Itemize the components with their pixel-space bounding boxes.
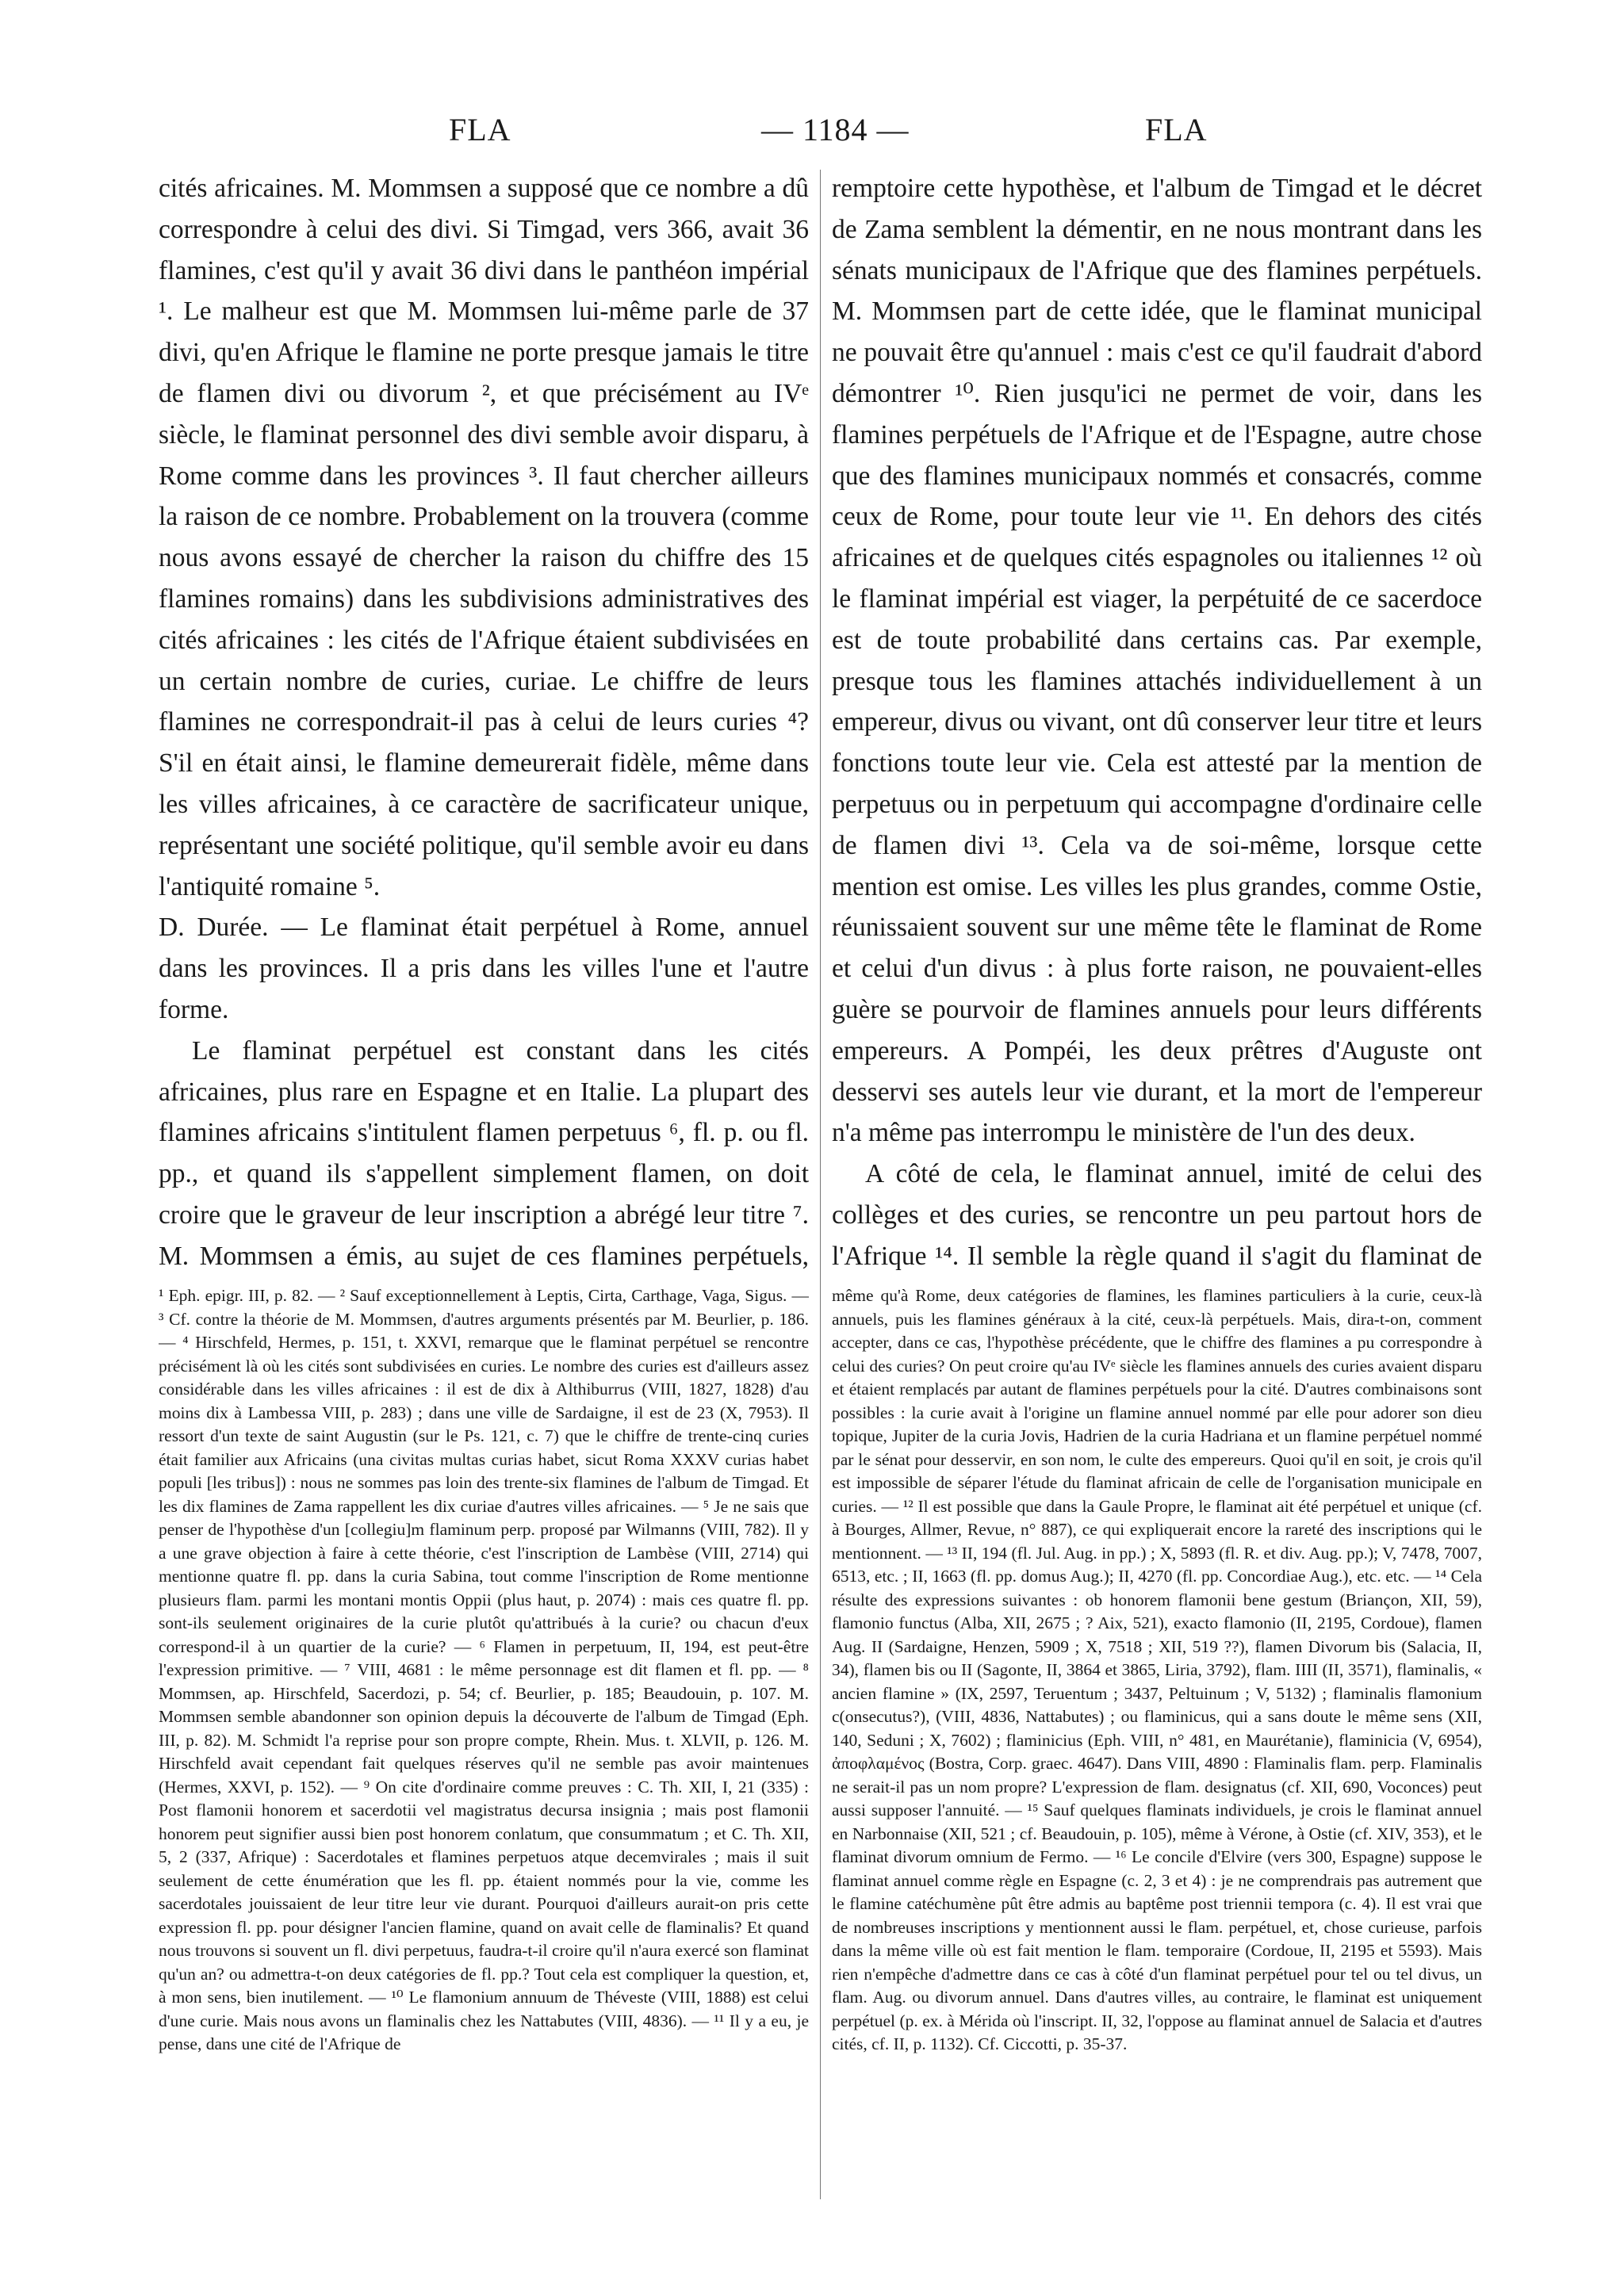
right-paragraph-2: A côté de cela, le flaminat annuel, imité de celui des collèges et des curies, se rencontre un peu partout hors de l'Afrique ¹⁴. Il semble la règle quand il s'agit du flaminat de	[832, 1159, 1482, 1270]
left-paragraph-duree: D. Durée. — Le flaminat était perpétuel à Rome, annuel dans les provinces. Il a pris dans les villes l'une et l'autre forme.	[159, 913, 809, 1024]
right-footnotes	[832, 1284, 1482, 2204]
page-header	[0, 111, 1624, 159]
left-footnotes	[159, 1284, 809, 2204]
header-right-title: FLA	[1145, 112, 1208, 147]
left-paragraph-3: Le flaminat perpétuel est constant dans les cités africaines, plus rare en Espagne et en Italie. La plupart des flamines africains s'intitulent flamen perpetuus ⁶, fl. p. ou fl. pp., et quand ils s'appellent simplement flamen, on doit croire que le graveur de leur inscription a abrégé leur titre ⁷. M. Mommsen a émis, au sujet de ces flamines perpétuels,	[159, 1035, 809, 1270]
footnotes-left-text: ¹ Eph. epigr. III, p. 82. — ² Sauf exceptionnellement à Leptis, Cirta, Carthage, Vaga, Sigus. — ³ Cf. contre la théorie de M. Mommsen, d'autres arguments présentés par M. Beurlier, p. 186. — ⁴ Hirschfeld, Hermes, p. 151, t. XXVI, remarque que le flaminat perpétuel se rencontre précisément là où les cités sont subdivisées en curies. Le nombre des curies est d'ailleurs assez considérable dans les villes africaines : il est de dix à Althiburrus (VIII, 1827, 1828) d'au moins dix à Lambessa VIII, p. 283) ; dans une ville de Sardaigne, il est de 23 (X, 7953). Il ressort d'un texte de saint Augustin (sur le Ps. 121, c. 7) que le chiffre de trente-cinq curies était familier aux Africains (una civitas multas curias habet, sicut Roma XXXV curias habet populi [les tribus]) : nous ne sommes pas loin des trente-six flamines de l'album de Timgad. Et les dix flamines de Zama rappellent les dix curiae d'autres villes africaines. — ⁵ Je ne sais que penser de l'hypothèse d'un [collegiu]m flaminum perp. proposé par Wilmanns (VIII, 782). Il y a une grave objection à faire à cette théorie, c'est l'inscription de Lambèse (VIII, 2714) qui mentionne quatre fl. pp. dans la curia Sabina, tout comme l'inscription de Rome mentionne plusieurs flam. parmi les montani montis Oppii (plus haut, p. 2074) : mais ces quatre fl. pp. sont-ils seulement originaires de la curie plutôt qu'attribués à la curie? ou chacun d'eux correspond-il à un quartier de la curie? — ⁶ Flamen in perpetuum, II, 194, est peut-être l'expression primitive. — ⁷ VIII, 4681 : le même personnage est dit flamen et fl. pp. — ⁸ Mommsen, ap. Hirschfeld, Sacerdozi, p. 54; cf. Beurlier, p. 185; Beaudouin, p. 107. M. Mommsen semble abandonner son opinion depuis la découverte de l'album de Timgad (Eph. III, p. 82). M. Schmidt l'a reprise pour son propre compte, Rhein. Mus. t. XLVII, p. 126. M. Hirschfeld avait cependant fait quelques réserves qu'il ne semble pas avoir maintenues (Hermes, XXVI, p. 152). — ⁹ On cite d'ordinaire comme preuves : C. Th. XII, I, 21 (335) : Post flamonii honorem et sacerdotii vel magistratus decursa insignia ; mais post flamonii honorem peut signifier aussi bien post honorem conlatum, que consummatum ; et C. Th. XII, 5, 2 (337, Afrique) : Sacerdotales et flamines perpetuos atque decemvirales ; mais il suit seulement de cette énumération que les fl. pp. étaient nommés pour la vie, comme les sacerdotales jouissaient de leur titre leur vie durant. Pourquoi d'ailleurs aurait-on pris cette expression fl. pp. pour désigner l'ancien flamine, quand on avait celle de flaminalis? Et quand nous trouvons si souvent un fl. divi perpetuus, faudra-t-il croire qu'il n'aura exercé son flaminat qu'un an? ou admettra-t-on deux catégories de fl. pp.? Tout cela est compliquer la question, et, à mon sens, bien inutilement. — ¹⁰ Le flamonium annuum de Théveste (VIII, 1888) est celui d'une curie. Mais nous avons un flaminalis chez les Nattabutes (VIII, 4836). — ¹¹ Il y a eu, je pense, dans une cité de l'Afrique de	[159, 1286, 809, 2053]
page-number: — 1184 —	[761, 112, 910, 147]
column-divider	[820, 170, 821, 2199]
left-text-column	[159, 168, 809, 1270]
header-left-title: FLA	[449, 112, 511, 147]
left-paragraph-1: cités africaines. M. Mommsen a supposé que ce nombre a dû correspondre à celui des divi. Si Timgad, vers 366, avait 36 flamines, c'est qu'il y avait 36 divi dans le panthéon impérial ¹. Le malheur est que M. Mommsen lui-même parle de 37 divi, qu'en Afrique le flamine ne porte presque jamais le titre de flamen divi ou divorum ², et que précisément au IVᵉ siècle, le flaminat personnel des divi semble avoir disparu, à Rome comme dans les provinces ³. Il faut chercher ailleurs la raison de ce nombre. Probablement on la trouvera (comme nous avons essayé de chercher la raison du chiffre des 15 flamines romains) dans les subdivisions administratives des cités africaines : les cités de l'Afrique étaient subdivisées en un certain nombre de curies, curiae. Le chiffre de leurs flamines ne correspondrait-il pas à celui de leurs curies ⁴? S'il en était ainsi, le flamine demeurerait fidèle, même dans les villes africaines, à ce caractère de sacrificateur unique, représentant une société politique, qu'il semble avoir eu dans l'antiquité romaine ⁵.	[159, 174, 809, 901]
right-text-column	[832, 168, 1482, 1270]
right-paragraph-1: remptoire cette hypothèse, et l'album de Timgad et le décret de Zama semblent la démentir, en ne nous montrant dans les sénats municipaux de l'Afrique que des flamines perpétuels. M. Mommsen part de cette idée, que le flaminat municipal ne pouvait être qu'annuel : mais c'est ce qu'il faudrait d'abord démontrer ¹⁰. Rien jusqu'ici ne permet de voir, dans les flamines perpétuels de l'Afrique et de l'Espagne, autre chose que des flamines municipaux nommés et consacrés, comme ceux de Rome, pour toute leur vie ¹¹. En dehors des cités africaines et de quelques cités espagnoles ou italiennes ¹² où le flaminat impérial est viager, la perpétuité de ce sacerdoce est de toute probabilité dans certains cas. Par exemple, presque tous les flamines attachés individuellement à un empereur, divus ou vivant, ont dû conserver leur titre et leurs fonctions toute leur vie. Cela est attesté par la mention de perpetuus ou in perpetuum qui accompagne d'ordinaire celle de flamen divi ¹³. Cela va de soi-même, lorsque cette mention est omise. Les villes les plus grandes, comme Ostie, réunissaient souvent sur une même tête le flaminat de Rome et celui d'un divus : à plus forte raison, ne pouvaient-elles guère se pourvoir de flamines annuels pour leurs différents empereurs. A Pompéi, les deux prêtres d'Auguste ont desservi ses autels leur vie durant, et la mort de l'empereur n'a même pas interrompu le ministère de l'un des deux.	[832, 174, 1482, 1148]
footnotes-right-text: même qu'à Rome, deux catégories de flamines, les flamines particuliers à la curie, ceux-là annuels, puis les flamines généraux à la cité, ceux-là perpétuels. Mais, dira-t-on, comment accepter, dans ce cas, l'hypothèse précédente, que le chiffre des flamines a pu correspondre à celui des curies? On peut croire qu'au IVᵉ siècle les flamines annuels des curies avaient disparu et étaient remplacés par autant de flamines perpétuels pour la cité. D'autres combinaisons sont possibles : la curie avait à l'origine un flamine annuel nommé par elle pour adorer son dieu topique, Jupiter de la curia Jovis, Hadrien de la curia Hadriana et un flamine perpétuel nommé par le sénat pour desservir, en son nom, le culte des empereurs. Quoi qu'il en soit, je crois qu'il est impossible de séparer l'étude du flaminat africain de celle de l'organisation municipale en curies. — ¹² Il est possible que dans la Gaule Propre, le flaminat ait été perpétuel et unique (cf. à Bourges, Allmer, Revue, n° 887), ce qui expliquerait encore la rareté des inscriptions qui le mentionnent. — ¹³ II, 194 (fl. Jul. Aug. in pp.) ; X, 5893 (fl. R. et div. Aug. pp.); V, 7478, 7007, 6513, etc. ; II, 1663 (fl. pp. domus Aug.); II, 4270 (fl. pp. Concordiae Aug.), etc. etc. — ¹⁴ Cela résulte des expressions suivantes : ob honorem flamonii bene gestum (Briançon, XII, 59), flamonio functus (Alba, XII, 2675 ; ? Aix, 521), exacto flamonio (II, 2195, Cordoue), flamen Aug. II (Sardaigne, Henzen, 5909 ; X, 7518 ; XII, 519 ??), flamen Divorum bis (Salacia, II, 34), flamen bis ou II (Sagonte, II, 3864 et 3865, Liria, 3792), flam. IIII (II, 3571), flaminalis, « ancien flamine » (IX, 2597, Teruentum ; 3437, Peltuinum ; V, 5132) ; flaminalis flamonium c(onsecutus?), (VIII, 4836, Nattabutes) ; ou flaminicus, qui a sans doute le même sens (XII, 140, Seduni ; X, 7602) ; flaminicius (Eph. VIII, n° 481, en Maurétanie), flaminicia (V, 6954), ἀποφλαμένος (Bostra, Corp. graec. 4647). Dans VIII, 4890 : Flaminalis flam. perp. Flaminalis ne serait-il pas un nom propre? L'expression de flam. designatus (cf. XII, 690, Voconces) peut aussi supposer l'annuité. — ¹⁵ Sauf quelques flaminats individuels, je crois le flaminat annuel en Narbonnaise (XII, 521 ; cf. Beaudouin, p. 105), même à Vérone, à Ostie (cf. XIV, 353), et le flaminat divorum omnium de Fermo. — ¹⁶ Le concile d'Elvire (vers 300, Espagne) suppose le flaminat annuel comme règle en Espagne (c. 2, 3 et 4) : je ne comprendrais pas autrement que le flamine catéchumène pût être admis au baptême post triennii tempora (c. 4). Il est vrai que de nombreuses inscriptions y mentionnent aussi le flam. perpétuel, et, chose curieuse, parfois dans la même ville où est fait mention le flam. temporaire (Cordoue, II, 2195 et 5593). Mais rien n'empêche d'admettre dans ce cas à côté d'un flaminat perpétuel pour tel ou tel divus, un flam. Aug. ou divorum annuel. Dans d'autres villes, au contraire, le flaminat est uniquement perpétuel (p. ex. à Mérida où l'inscript. II, 32, l'oppose au flaminat annuel de Salacia et d'autres cités, cf. II, p. 1132). Cf. Ciccotti, p. 35-37.	[832, 1286, 1482, 2053]
